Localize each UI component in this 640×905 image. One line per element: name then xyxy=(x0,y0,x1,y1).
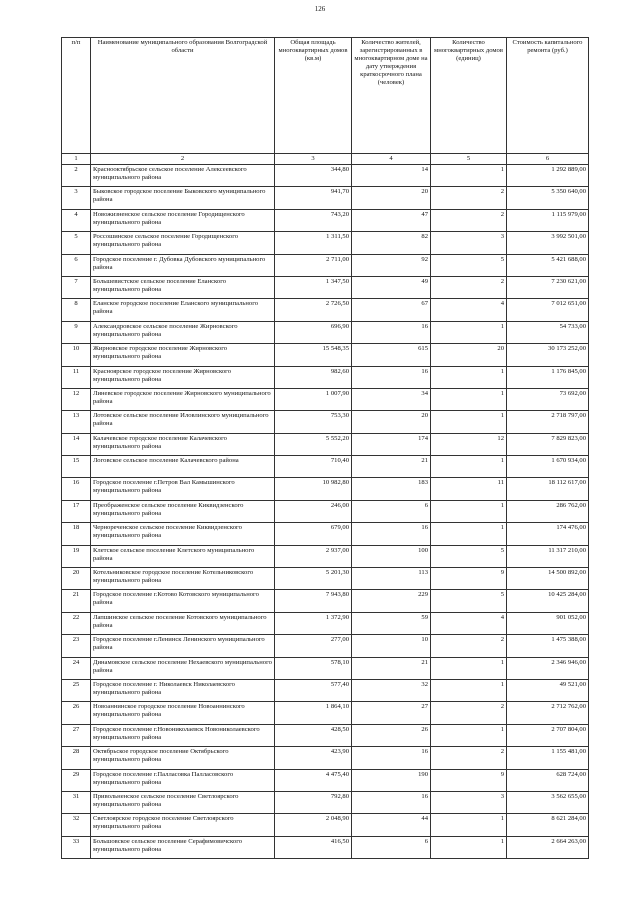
row-number: 17 xyxy=(62,500,91,522)
area-value: 2 937,00 xyxy=(275,545,352,567)
area-value: 578,10 xyxy=(275,657,352,679)
residents-value: 21 xyxy=(352,456,431,478)
table-row xyxy=(62,657,589,679)
header-municipality: Наименование муниципального образования Волгоградской области xyxy=(91,38,275,154)
municipality-name: Светлоярское городское поселение Светлоярского муниципального района xyxy=(91,814,275,836)
area-value: 246,00 xyxy=(275,500,352,522)
table-row xyxy=(62,612,589,634)
column-number: 2 xyxy=(91,154,275,165)
cost-value: 2 707 804,00 xyxy=(507,724,589,746)
table-row xyxy=(62,209,589,231)
municipality-name: Городское поселение г.Новониколаевск Новониколаевского муниципального района xyxy=(91,724,275,746)
house-count-value: 2 xyxy=(431,276,507,298)
cost-value: 11 317 210,00 xyxy=(507,545,589,567)
area-value: 277,00 xyxy=(275,635,352,657)
table-row xyxy=(62,545,589,567)
area-value: 344,80 xyxy=(275,165,352,187)
header-no: п/п xyxy=(62,38,91,154)
residents-value: 32 xyxy=(352,679,431,701)
row-number: 31 xyxy=(62,791,91,813)
row-number: 23 xyxy=(62,635,91,657)
residents-value: 174 xyxy=(352,433,431,455)
residents-value: 16 xyxy=(352,791,431,813)
cost-value: 14 500 892,00 xyxy=(507,568,589,590)
cost-value: 901 052,00 xyxy=(507,612,589,634)
municipality-name: Городское поселение г.Палласовка Палласовского муниципального района xyxy=(91,769,275,791)
table-row xyxy=(62,635,589,657)
header-houses: Количество многоквартирных домов (единиц) xyxy=(431,38,507,154)
municipality-name: Красноярское городское поселение Жирновского муниципального района xyxy=(91,366,275,388)
municipality-name: Лотовское сельское поселение Иловлинского муниципального района xyxy=(91,411,275,433)
area-value: 15 548,35 xyxy=(275,344,352,366)
residents-value: 16 xyxy=(352,523,431,545)
table-row xyxy=(62,769,589,791)
cost-value: 628 724,00 xyxy=(507,769,589,791)
residents-value: 14 xyxy=(352,165,431,187)
cost-value: 1 176 845,00 xyxy=(507,366,589,388)
table-row xyxy=(62,344,589,366)
cost-value: 7 829 823,00 xyxy=(507,433,589,455)
municipality-name: Привольненское сельское поселение Светлоярского муниципального района xyxy=(91,791,275,813)
row-number: 26 xyxy=(62,702,91,724)
municipality-name: Быковское городское поселение Быковского муниципального района xyxy=(91,187,275,209)
residents-value: 26 xyxy=(352,724,431,746)
municipality-name: Новожизненское сельское поселение Городищенского муниципального района xyxy=(91,209,275,231)
cost-value: 73 692,00 xyxy=(507,388,589,410)
table-row xyxy=(62,724,589,746)
cost-value: 5 421 688,00 xyxy=(507,254,589,276)
table-row xyxy=(62,747,589,769)
cost-value: 286 762,00 xyxy=(507,500,589,522)
residents-value: 49 xyxy=(352,276,431,298)
municipality-name: Россошинское сельское поселение Городищенского муниципального района xyxy=(91,232,275,254)
header-area: Общая площадь многоквартирных домов (кв.м) xyxy=(275,38,352,154)
house-count-value: 1 xyxy=(431,836,507,858)
house-count-value: 1 xyxy=(431,814,507,836)
house-count-value: 5 xyxy=(431,254,507,276)
row-number: 32 xyxy=(62,814,91,836)
row-number: 8 xyxy=(62,299,91,321)
table-row xyxy=(62,299,589,321)
house-count-value: 3 xyxy=(431,232,507,254)
house-count-value: 2 xyxy=(431,187,507,209)
column-number: 6 xyxy=(507,154,589,165)
house-count-value: 3 xyxy=(431,791,507,813)
row-number: 22 xyxy=(62,612,91,634)
table-row xyxy=(62,254,589,276)
house-count-value: 9 xyxy=(431,568,507,590)
column-number: 4 xyxy=(352,154,431,165)
area-value: 2 048,90 xyxy=(275,814,352,836)
table-row xyxy=(62,478,589,500)
house-count-value: 5 xyxy=(431,590,507,612)
area-value: 941,70 xyxy=(275,187,352,209)
cost-value: 49 521,00 xyxy=(507,679,589,701)
cost-value: 2 718 797,00 xyxy=(507,411,589,433)
municipality-name: Городское поселение г. Дубовка Дубовского муниципального района xyxy=(91,254,275,276)
house-count-value: 1 xyxy=(431,724,507,746)
municipality-name: Котельниковское городское поселение Котельниковского муниципального района xyxy=(91,568,275,590)
cost-value: 30 173 252,00 xyxy=(507,344,589,366)
row-number: 10 xyxy=(62,344,91,366)
municipality-name: Преображенское сельское поселение Киквидзенского муниципального района xyxy=(91,500,275,522)
house-count-value: 12 xyxy=(431,433,507,455)
table-row xyxy=(62,411,589,433)
area-value: 423,90 xyxy=(275,747,352,769)
table-row xyxy=(62,568,589,590)
house-count-value: 4 xyxy=(431,612,507,634)
residents-value: 16 xyxy=(352,366,431,388)
cost-value: 7 230 621,00 xyxy=(507,276,589,298)
row-number: 6 xyxy=(62,254,91,276)
row-number: 27 xyxy=(62,724,91,746)
row-number: 19 xyxy=(62,545,91,567)
row-number: 16 xyxy=(62,478,91,500)
row-number: 33 xyxy=(62,836,91,858)
municipality-name: Чернореченское сельское поселение Киквидзенского муниципального района xyxy=(91,523,275,545)
residents-value: 20 xyxy=(352,187,431,209)
row-number: 18 xyxy=(62,523,91,545)
municipality-name: Городское поселение г.Ленинск Ленинского муниципального района xyxy=(91,635,275,657)
row-number: 3 xyxy=(62,187,91,209)
row-number: 9 xyxy=(62,321,91,343)
house-count-value: 1 xyxy=(431,388,507,410)
municipality-name: Калачевское городское поселение Калачевского муниципального района xyxy=(91,433,275,455)
table-row xyxy=(62,702,589,724)
area-value: 2 711,00 xyxy=(275,254,352,276)
house-count-value: 1 xyxy=(431,523,507,545)
row-number: 15 xyxy=(62,456,91,478)
column-number-row xyxy=(62,154,589,165)
table-row xyxy=(62,456,589,478)
table-body xyxy=(62,165,589,859)
row-number: 29 xyxy=(62,769,91,791)
cost-value: 5 350 640,00 xyxy=(507,187,589,209)
house-count-value: 1 xyxy=(431,321,507,343)
area-value: 696,90 xyxy=(275,321,352,343)
area-value: 5 201,30 xyxy=(275,568,352,590)
residents-value: 92 xyxy=(352,254,431,276)
header-cost: Стоимость капитального ремонта (руб.) xyxy=(507,38,589,154)
residents-value: 82 xyxy=(352,232,431,254)
column-number: 1 xyxy=(62,154,91,165)
cost-value: 7 012 651,00 xyxy=(507,299,589,321)
column-number: 3 xyxy=(275,154,352,165)
municipality-name: Логовское сельское поселение Калачевского района xyxy=(91,456,275,478)
cost-value: 1 475 388,00 xyxy=(507,635,589,657)
house-count-value: 2 xyxy=(431,747,507,769)
house-count-value: 2 xyxy=(431,702,507,724)
residents-value: 6 xyxy=(352,836,431,858)
row-number: 2 xyxy=(62,165,91,187)
row-number: 14 xyxy=(62,433,91,455)
table-row xyxy=(62,836,589,858)
row-number: 28 xyxy=(62,747,91,769)
house-count-value: 1 xyxy=(431,657,507,679)
cost-value: 8 621 284,00 xyxy=(507,814,589,836)
residents-value: 113 xyxy=(352,568,431,590)
table-row xyxy=(62,388,589,410)
area-value: 7 943,80 xyxy=(275,590,352,612)
row-number: 7 xyxy=(62,276,91,298)
area-value: 1 347,50 xyxy=(275,276,352,298)
house-count-value: 1 xyxy=(431,500,507,522)
table-row xyxy=(62,523,589,545)
page-number: 126 xyxy=(314,5,326,13)
area-value: 710,40 xyxy=(275,456,352,478)
cost-value: 18 112 617,00 xyxy=(507,478,589,500)
row-number: 5 xyxy=(62,232,91,254)
house-count-value: 1 xyxy=(431,165,507,187)
residents-value: 47 xyxy=(352,209,431,231)
table-header-row xyxy=(62,38,589,154)
row-number: 12 xyxy=(62,388,91,410)
municipality-name: Городское поселение г.Котово Котовского муниципального района xyxy=(91,590,275,612)
cost-value: 1 155 481,00 xyxy=(507,747,589,769)
residents-value: 67 xyxy=(352,299,431,321)
table-row xyxy=(62,276,589,298)
table-row xyxy=(62,590,589,612)
area-value: 679,00 xyxy=(275,523,352,545)
house-count-value: 4 xyxy=(431,299,507,321)
house-count-value: 1 xyxy=(431,411,507,433)
residents-value: 100 xyxy=(352,545,431,567)
table-row xyxy=(62,814,589,836)
area-value: 792,80 xyxy=(275,791,352,813)
house-count-value: 20 xyxy=(431,344,507,366)
table-row xyxy=(62,187,589,209)
table-row xyxy=(62,433,589,455)
residents-value: 10 xyxy=(352,635,431,657)
municipality-name: Большовское сельское поселение Серафимовичского муниципального района xyxy=(91,836,275,858)
area-value: 5 552,20 xyxy=(275,433,352,455)
area-value: 753,30 xyxy=(275,411,352,433)
residents-value: 20 xyxy=(352,411,431,433)
cost-value: 3 992 501,00 xyxy=(507,232,589,254)
row-number: 21 xyxy=(62,590,91,612)
house-count-value: 2 xyxy=(431,209,507,231)
cost-value: 1 670 934,00 xyxy=(507,456,589,478)
row-number: 20 xyxy=(62,568,91,590)
cost-value: 54 733,00 xyxy=(507,321,589,343)
area-value: 1 372,90 xyxy=(275,612,352,634)
table-row xyxy=(62,321,589,343)
house-count-value: 2 xyxy=(431,635,507,657)
residents-value: 16 xyxy=(352,747,431,769)
municipality-name: Октябрьское городское поселение Октябрьского муниципального района xyxy=(91,747,275,769)
residents-value: 6 xyxy=(352,500,431,522)
area-value: 982,60 xyxy=(275,366,352,388)
table-row xyxy=(62,500,589,522)
area-value: 416,50 xyxy=(275,836,352,858)
row-number: 4 xyxy=(62,209,91,231)
residents-value: 183 xyxy=(352,478,431,500)
area-value: 743,20 xyxy=(275,209,352,231)
table-row xyxy=(62,679,589,701)
row-number: 24 xyxy=(62,657,91,679)
table-row xyxy=(62,791,589,813)
municipality-name: Городское поселение г. Николаевск Николаевского муниципального района xyxy=(91,679,275,701)
cost-value: 1 292 889,00 xyxy=(507,165,589,187)
cost-value: 3 562 655,00 xyxy=(507,791,589,813)
area-value: 1 007,90 xyxy=(275,388,352,410)
municipality-name: Городское поселение г.Петров Вал Камышинского муниципального района xyxy=(91,478,275,500)
municipality-name: Еланское городское поселение Еланского муниципального района xyxy=(91,299,275,321)
table-row xyxy=(62,165,589,187)
column-number: 5 xyxy=(431,154,507,165)
header-residents: Количество жителей, зарегистрированных в многоквартирном доме на дату утверждения краткосрочного плана (человек) xyxy=(352,38,431,154)
municipality-name: Динамовское сельское поселение Нехаевского муниципального района xyxy=(91,657,275,679)
municipality-name: Новоаннинское городское поселение Новоаннинского муниципального района xyxy=(91,702,275,724)
house-count-value: 1 xyxy=(431,456,507,478)
cost-value: 174 476,00 xyxy=(507,523,589,545)
residents-value: 21 xyxy=(352,657,431,679)
municipality-name: Большевистское сельское поселение Еланского муниципального района xyxy=(91,276,275,298)
residents-value: 34 xyxy=(352,388,431,410)
municipality-name: Жирновское городское поселение Жирновского муниципального района xyxy=(91,344,275,366)
area-value: 2 726,50 xyxy=(275,299,352,321)
house-count-value: 11 xyxy=(431,478,507,500)
row-number: 25 xyxy=(62,679,91,701)
area-value: 4 475,40 xyxy=(275,769,352,791)
residents-value: 27 xyxy=(352,702,431,724)
municipality-name: Краснооктябрьское сельское поселение Алексеевского муниципального района xyxy=(91,165,275,187)
residents-value: 44 xyxy=(352,814,431,836)
residents-value: 16 xyxy=(352,321,431,343)
cost-value: 2 712 762,00 xyxy=(507,702,589,724)
municipality-name: Лапшинское сельское поселение Котовского муниципального района xyxy=(91,612,275,634)
row-number: 13 xyxy=(62,411,91,433)
municipality-name: Александровское сельское поселение Жирновского муниципального района xyxy=(91,321,275,343)
residents-value: 59 xyxy=(352,612,431,634)
row-number: 11 xyxy=(62,366,91,388)
area-value: 428,50 xyxy=(275,724,352,746)
cost-value: 2 346 946,00 xyxy=(507,657,589,679)
capital-repair-table xyxy=(61,37,589,859)
cost-value: 2 664 263,00 xyxy=(507,836,589,858)
table-row xyxy=(62,366,589,388)
area-value: 10 982,80 xyxy=(275,478,352,500)
municipality-name: Клетское сельское поселение Клетского муниципального района xyxy=(91,545,275,567)
residents-value: 615 xyxy=(352,344,431,366)
residents-value: 190 xyxy=(352,769,431,791)
residents-value: 229 xyxy=(352,590,431,612)
house-count-value: 5 xyxy=(431,545,507,567)
table-row xyxy=(62,232,589,254)
cost-value: 10 425 284,00 xyxy=(507,590,589,612)
cost-value: 1 115 979,00 xyxy=(507,209,589,231)
house-count-value: 1 xyxy=(431,366,507,388)
house-count-value: 9 xyxy=(431,769,507,791)
area-value: 1 311,50 xyxy=(275,232,352,254)
area-value: 577,40 xyxy=(275,679,352,701)
house-count-value: 1 xyxy=(431,679,507,701)
municipality-name: Линевское городское поселение Жирновского муниципального района xyxy=(91,388,275,410)
area-value: 1 864,10 xyxy=(275,702,352,724)
